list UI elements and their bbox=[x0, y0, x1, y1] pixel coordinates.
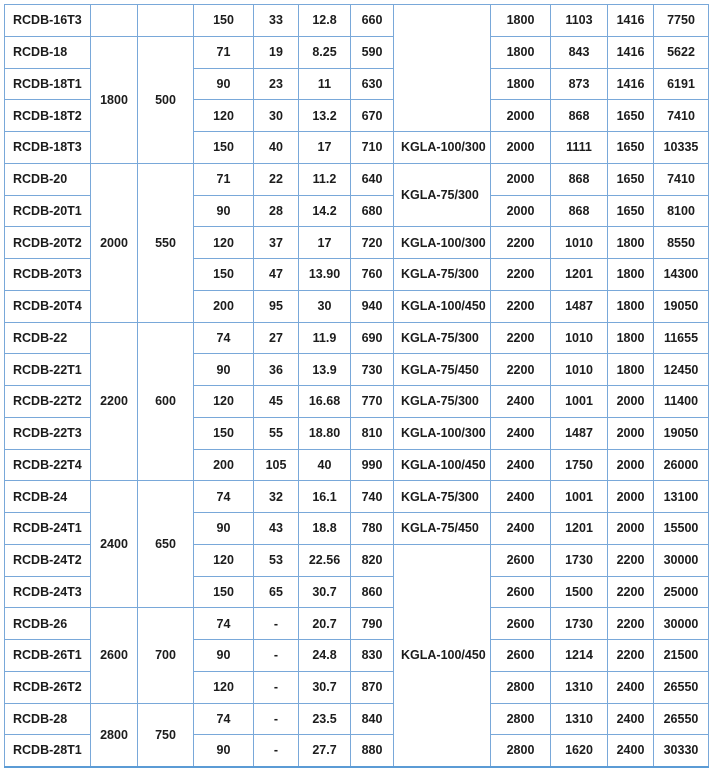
value-cell: 1730 bbox=[551, 544, 608, 576]
value-cell: 22.56 bbox=[299, 544, 351, 576]
value-cell: 200 bbox=[194, 449, 254, 481]
span-cell: 2200 bbox=[91, 322, 138, 481]
value-cell: 1750 bbox=[551, 449, 608, 481]
model-cell: RCDB-20T1 bbox=[5, 195, 91, 227]
value-cell: 74 bbox=[194, 322, 254, 354]
value-cell: 2200 bbox=[608, 544, 654, 576]
table-row bbox=[5, 163, 709, 195]
value-cell: 95 bbox=[254, 290, 299, 322]
value-cell: 65 bbox=[254, 576, 299, 608]
value-cell: 74 bbox=[194, 608, 254, 640]
value-cell: 1650 bbox=[608, 195, 654, 227]
value-cell: 2400 bbox=[608, 735, 654, 767]
compatible-model-cell: KGLA-100/450 bbox=[394, 290, 491, 322]
value-cell: 8.25 bbox=[299, 36, 351, 68]
value-cell: 45 bbox=[254, 386, 299, 418]
value-cell: 1650 bbox=[608, 132, 654, 164]
model-cell: RCDB-24T2 bbox=[5, 544, 91, 576]
value-cell: 1800 bbox=[608, 227, 654, 259]
value-cell: 30 bbox=[254, 100, 299, 132]
model-cell: RCDB-18T1 bbox=[5, 68, 91, 100]
value-cell: 26550 bbox=[654, 671, 709, 703]
value-cell: 11400 bbox=[654, 386, 709, 418]
value-cell: - bbox=[254, 640, 299, 672]
value-cell: 820 bbox=[351, 544, 394, 576]
model-cell: RCDB-20T4 bbox=[5, 290, 91, 322]
value-cell: 74 bbox=[194, 703, 254, 735]
value-cell: 30 bbox=[299, 290, 351, 322]
compatible-model-cell: KGLA-75/450 bbox=[394, 513, 491, 545]
value-cell: 680 bbox=[351, 195, 394, 227]
value-cell: 868 bbox=[551, 100, 608, 132]
compatible-model-cell: KGLA-75/300 bbox=[394, 259, 491, 291]
value-cell: 640 bbox=[351, 163, 394, 195]
value-cell: 14.2 bbox=[299, 195, 351, 227]
value-cell: 16.68 bbox=[299, 386, 351, 418]
value-cell: - bbox=[254, 735, 299, 767]
value-cell: 28 bbox=[254, 195, 299, 227]
value-cell: 150 bbox=[194, 132, 254, 164]
value-cell: 90 bbox=[194, 513, 254, 545]
compatible-model-cell: KGLA-75/300 bbox=[394, 322, 491, 354]
value-cell: 11 bbox=[299, 68, 351, 100]
compatible-model-cell: KGLA-75/300 bbox=[394, 386, 491, 418]
compatible-model-cell: KGLA-100/300 bbox=[394, 132, 491, 164]
value-cell: 1620 bbox=[551, 735, 608, 767]
value-cell: 1001 bbox=[551, 481, 608, 513]
value-cell: 24.8 bbox=[299, 640, 351, 672]
value-cell: 1416 bbox=[608, 68, 654, 100]
model-cell: RCDB-16T3 bbox=[5, 5, 91, 37]
value-cell: 27 bbox=[254, 322, 299, 354]
compatible-model-cell: KGLA-75/300 bbox=[394, 481, 491, 513]
value-cell: 150 bbox=[194, 5, 254, 37]
value-cell: 2000 bbox=[491, 132, 551, 164]
value-cell: 730 bbox=[351, 354, 394, 386]
value-cell: 2000 bbox=[608, 449, 654, 481]
value-cell: 2400 bbox=[491, 417, 551, 449]
value-cell: 2000 bbox=[608, 417, 654, 449]
value-cell: 2000 bbox=[608, 386, 654, 418]
value-cell: 15500 bbox=[654, 513, 709, 545]
value-cell: 150 bbox=[194, 417, 254, 449]
value-cell: 120 bbox=[194, 544, 254, 576]
value-cell: 13.90 bbox=[299, 259, 351, 291]
value-cell: 780 bbox=[351, 513, 394, 545]
value-cell: 2200 bbox=[491, 290, 551, 322]
value-cell: 150 bbox=[194, 576, 254, 608]
model-cell: RCDB-26T1 bbox=[5, 640, 91, 672]
value-cell: 71 bbox=[194, 36, 254, 68]
value-cell: 2200 bbox=[491, 227, 551, 259]
value-cell: 40 bbox=[299, 449, 351, 481]
value-cell: 90 bbox=[194, 195, 254, 227]
value-cell: 710 bbox=[351, 132, 394, 164]
compatible-model-cell: KGLA-100/300 bbox=[394, 417, 491, 449]
value-cell: 23 bbox=[254, 68, 299, 100]
value-cell: 2600 bbox=[491, 576, 551, 608]
value-cell: 7410 bbox=[654, 163, 709, 195]
value-cell: 870 bbox=[351, 671, 394, 703]
value-cell: 840 bbox=[351, 703, 394, 735]
value-cell: 43 bbox=[254, 513, 299, 545]
spec-table-body bbox=[5, 5, 709, 767]
value-cell: 660 bbox=[351, 5, 394, 37]
value-cell: 120 bbox=[194, 386, 254, 418]
value-cell: 1103 bbox=[551, 5, 608, 37]
value-cell: 990 bbox=[351, 449, 394, 481]
value-cell: 11.9 bbox=[299, 322, 351, 354]
value-cell: 1500 bbox=[551, 576, 608, 608]
value-cell: 2600 bbox=[491, 544, 551, 576]
value-cell: 1010 bbox=[551, 227, 608, 259]
value-cell: - bbox=[254, 671, 299, 703]
value-cell: 13100 bbox=[654, 481, 709, 513]
span-cell: 550 bbox=[138, 163, 194, 322]
value-cell: 770 bbox=[351, 386, 394, 418]
table-row bbox=[5, 322, 709, 354]
model-cell: RCDB-26T2 bbox=[5, 671, 91, 703]
value-cell: 630 bbox=[351, 68, 394, 100]
value-cell: 19 bbox=[254, 36, 299, 68]
value-cell: 21500 bbox=[654, 640, 709, 672]
empty-cell bbox=[138, 5, 194, 37]
value-cell: 37 bbox=[254, 227, 299, 259]
value-cell: 30330 bbox=[654, 735, 709, 767]
value-cell: 2200 bbox=[491, 322, 551, 354]
value-cell: 1416 bbox=[608, 36, 654, 68]
value-cell: 1010 bbox=[551, 322, 608, 354]
span-cell: 650 bbox=[138, 481, 194, 608]
value-cell: 5622 bbox=[654, 36, 709, 68]
model-cell: RCDB-20T3 bbox=[5, 259, 91, 291]
value-cell: 1487 bbox=[551, 417, 608, 449]
value-cell: 720 bbox=[351, 227, 394, 259]
value-cell: 30.7 bbox=[299, 671, 351, 703]
value-cell: 36 bbox=[254, 354, 299, 386]
model-cell: RCDB-22T2 bbox=[5, 386, 91, 418]
span-cell: 500 bbox=[138, 36, 194, 163]
value-cell: 810 bbox=[351, 417, 394, 449]
value-cell: 32 bbox=[254, 481, 299, 513]
model-cell: RCDB-24T1 bbox=[5, 513, 91, 545]
value-cell: 10335 bbox=[654, 132, 709, 164]
value-cell: 8100 bbox=[654, 195, 709, 227]
value-cell: 873 bbox=[551, 68, 608, 100]
value-cell: 40 bbox=[254, 132, 299, 164]
value-cell: 12.8 bbox=[299, 5, 351, 37]
value-cell: 12450 bbox=[654, 354, 709, 386]
span-cell: 750 bbox=[138, 703, 194, 767]
compatible-model-cell: KGLA-75/450 bbox=[394, 354, 491, 386]
value-cell: 2000 bbox=[608, 513, 654, 545]
value-cell: 2000 bbox=[491, 195, 551, 227]
value-cell: 11.2 bbox=[299, 163, 351, 195]
value-cell: 7750 bbox=[654, 5, 709, 37]
model-cell: RCDB-26 bbox=[5, 608, 91, 640]
value-cell: 1001 bbox=[551, 386, 608, 418]
spec-table-container bbox=[4, 4, 708, 768]
value-cell: 13.9 bbox=[299, 354, 351, 386]
value-cell: 790 bbox=[351, 608, 394, 640]
value-cell: 150 bbox=[194, 259, 254, 291]
value-cell: 2400 bbox=[608, 671, 654, 703]
span-cell: 2600 bbox=[91, 608, 138, 703]
value-cell: 830 bbox=[351, 640, 394, 672]
value-cell: 2000 bbox=[491, 163, 551, 195]
span-cell: 2800 bbox=[91, 703, 138, 767]
value-cell: 2200 bbox=[491, 354, 551, 386]
value-cell: 120 bbox=[194, 671, 254, 703]
span-cell: 2000 bbox=[91, 163, 138, 322]
table-row bbox=[5, 36, 709, 68]
value-cell: 1800 bbox=[608, 322, 654, 354]
span-cell: 1800 bbox=[91, 36, 138, 163]
model-cell: RCDB-18T3 bbox=[5, 132, 91, 164]
value-cell: 1201 bbox=[551, 513, 608, 545]
value-cell: 1800 bbox=[491, 36, 551, 68]
compatible-model-cell: KGLA-100/450 bbox=[394, 544, 491, 766]
table-row bbox=[5, 481, 709, 513]
model-cell: RCDB-18T2 bbox=[5, 100, 91, 132]
value-cell: 90 bbox=[194, 68, 254, 100]
value-cell: 1487 bbox=[551, 290, 608, 322]
model-cell: RCDB-24 bbox=[5, 481, 91, 513]
value-cell: 860 bbox=[351, 576, 394, 608]
value-cell: 120 bbox=[194, 227, 254, 259]
model-cell: RCDB-28 bbox=[5, 703, 91, 735]
value-cell: 11655 bbox=[654, 322, 709, 354]
model-cell: RCDB-20T2 bbox=[5, 227, 91, 259]
model-cell: RCDB-24T3 bbox=[5, 576, 91, 608]
compatible-model-cell: KGLA-100/300 bbox=[394, 227, 491, 259]
value-cell: 22 bbox=[254, 163, 299, 195]
value-cell: 868 bbox=[551, 163, 608, 195]
value-cell: 6191 bbox=[654, 68, 709, 100]
value-cell: 670 bbox=[351, 100, 394, 132]
value-cell: 26000 bbox=[654, 449, 709, 481]
value-cell: 1650 bbox=[608, 100, 654, 132]
value-cell: 2200 bbox=[608, 640, 654, 672]
value-cell: - bbox=[254, 608, 299, 640]
value-cell: 71 bbox=[194, 163, 254, 195]
value-cell: 690 bbox=[351, 322, 394, 354]
model-cell: RCDB-18 bbox=[5, 36, 91, 68]
value-cell: - bbox=[254, 703, 299, 735]
value-cell: 13.2 bbox=[299, 100, 351, 132]
value-cell: 26550 bbox=[654, 703, 709, 735]
spec-table bbox=[4, 4, 709, 768]
value-cell: 16.1 bbox=[299, 481, 351, 513]
value-cell: 7410 bbox=[654, 100, 709, 132]
model-cell: RCDB-20 bbox=[5, 163, 91, 195]
span-cell: 2400 bbox=[91, 481, 138, 608]
value-cell: 90 bbox=[194, 354, 254, 386]
value-cell: 90 bbox=[194, 640, 254, 672]
value-cell: 2000 bbox=[608, 481, 654, 513]
value-cell: 2400 bbox=[491, 449, 551, 481]
model-cell: RCDB-22T3 bbox=[5, 417, 91, 449]
value-cell: 200 bbox=[194, 290, 254, 322]
value-cell: 90 bbox=[194, 735, 254, 767]
value-cell: 8550 bbox=[654, 227, 709, 259]
value-cell: 760 bbox=[351, 259, 394, 291]
value-cell: 2400 bbox=[491, 386, 551, 418]
value-cell: 14300 bbox=[654, 259, 709, 291]
value-cell: 1310 bbox=[551, 703, 608, 735]
value-cell: 2200 bbox=[491, 259, 551, 291]
value-cell: 74 bbox=[194, 481, 254, 513]
value-cell: 868 bbox=[551, 195, 608, 227]
value-cell: 23.5 bbox=[299, 703, 351, 735]
value-cell: 1650 bbox=[608, 163, 654, 195]
model-cell: RCDB-22T4 bbox=[5, 449, 91, 481]
value-cell: 2000 bbox=[491, 100, 551, 132]
value-cell: 33 bbox=[254, 5, 299, 37]
value-cell: 940 bbox=[351, 290, 394, 322]
model-cell: RCDB-22T1 bbox=[5, 354, 91, 386]
compatible-model-cell: KGLA-100/450 bbox=[394, 449, 491, 481]
value-cell: 53 bbox=[254, 544, 299, 576]
value-cell: 1010 bbox=[551, 354, 608, 386]
value-cell: 55 bbox=[254, 417, 299, 449]
value-cell: 2600 bbox=[491, 640, 551, 672]
value-cell: 30000 bbox=[654, 544, 709, 576]
value-cell: 590 bbox=[351, 36, 394, 68]
value-cell: 2800 bbox=[491, 671, 551, 703]
empty-cell bbox=[91, 5, 138, 37]
value-cell: 19050 bbox=[654, 417, 709, 449]
value-cell: 25000 bbox=[654, 576, 709, 608]
value-cell: 1214 bbox=[551, 640, 608, 672]
value-cell: 18.8 bbox=[299, 513, 351, 545]
value-cell: 27.7 bbox=[299, 735, 351, 767]
value-cell: 30.7 bbox=[299, 576, 351, 608]
value-cell: 1201 bbox=[551, 259, 608, 291]
model-cell: RCDB-22 bbox=[5, 322, 91, 354]
value-cell: 740 bbox=[351, 481, 394, 513]
model-cell: RCDB-28T1 bbox=[5, 735, 91, 767]
value-cell: 1310 bbox=[551, 671, 608, 703]
table-row bbox=[5, 703, 709, 735]
value-cell: 1800 bbox=[491, 68, 551, 100]
value-cell: 30000 bbox=[654, 608, 709, 640]
value-cell: 1416 bbox=[608, 5, 654, 37]
value-cell: 47 bbox=[254, 259, 299, 291]
value-cell: 880 bbox=[351, 735, 394, 767]
span-cell: 600 bbox=[138, 322, 194, 481]
value-cell: 2200 bbox=[608, 576, 654, 608]
value-cell: 1111 bbox=[551, 132, 608, 164]
value-cell: 105 bbox=[254, 449, 299, 481]
empty-cell bbox=[394, 5, 491, 132]
value-cell: 18.80 bbox=[299, 417, 351, 449]
value-cell: 1800 bbox=[608, 290, 654, 322]
value-cell: 17 bbox=[299, 132, 351, 164]
value-cell: 843 bbox=[551, 36, 608, 68]
value-cell: 1800 bbox=[608, 354, 654, 386]
value-cell: 2400 bbox=[491, 481, 551, 513]
value-cell: 19050 bbox=[654, 290, 709, 322]
value-cell: 17 bbox=[299, 227, 351, 259]
value-cell: 2400 bbox=[608, 703, 654, 735]
value-cell: 2600 bbox=[491, 608, 551, 640]
table-row bbox=[5, 608, 709, 640]
table-row bbox=[5, 5, 709, 37]
value-cell: 2400 bbox=[491, 513, 551, 545]
value-cell: 120 bbox=[194, 100, 254, 132]
span-cell: 700 bbox=[138, 608, 194, 703]
value-cell: 20.7 bbox=[299, 608, 351, 640]
compatible-model-cell: KGLA-75/300 bbox=[394, 163, 491, 227]
value-cell: 1800 bbox=[608, 259, 654, 291]
value-cell: 2800 bbox=[491, 703, 551, 735]
value-cell: 2200 bbox=[608, 608, 654, 640]
value-cell: 1800 bbox=[491, 5, 551, 37]
value-cell: 2800 bbox=[491, 735, 551, 767]
value-cell: 1730 bbox=[551, 608, 608, 640]
